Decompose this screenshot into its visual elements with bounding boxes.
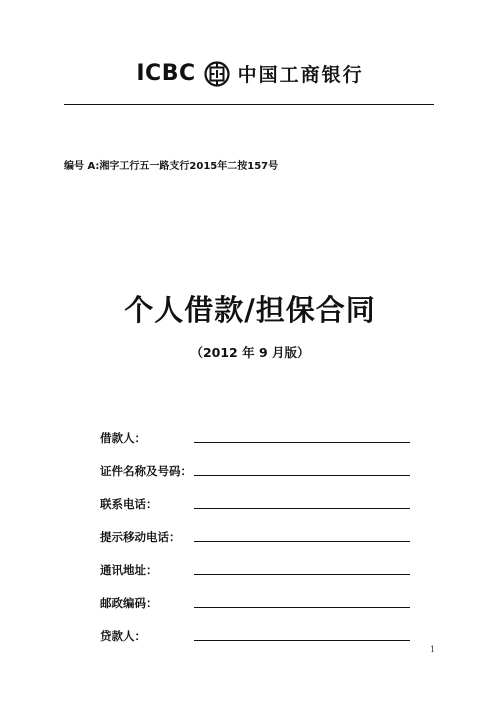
field-label: 邮政编码：	[100, 596, 158, 610]
field-row-mobile	[100, 511, 410, 544]
page-number: 1	[430, 645, 436, 654]
field-row-lender	[100, 610, 410, 643]
field-row-id-document	[100, 445, 410, 478]
blank-line	[194, 442, 410, 443]
blank-line	[194, 508, 410, 509]
header-divider	[64, 104, 434, 105]
document-title: 个人借款/担保合同	[124, 293, 376, 327]
bank-header	[0, 60, 500, 87]
blank-line	[194, 607, 410, 608]
field-label: 联系电话：	[100, 497, 158, 511]
blank-line	[194, 640, 410, 641]
field-label: 证件名称及号码：	[100, 464, 192, 478]
blank-line	[194, 574, 410, 575]
field-label: 借款人：	[100, 431, 146, 445]
field-row-borrower	[100, 412, 410, 445]
party-info-form	[100, 412, 410, 643]
field-label: 提示移动电话：	[100, 530, 181, 544]
blank-line	[194, 541, 410, 542]
field-row-phone	[100, 478, 410, 511]
bank-name: 中国工商银行	[237, 64, 364, 86]
icbc-logo-icon	[204, 61, 230, 87]
field-label: 贷款人：	[100, 629, 146, 643]
contract-number: 编号 A:湘字工行五一路支行2015年二按157号	[64, 161, 279, 172]
logo-text: ICBC	[136, 61, 196, 86]
blank-line	[194, 475, 410, 476]
document-version: （2012 年 9 月版）	[190, 345, 310, 360]
field-row-postcode	[100, 577, 410, 610]
field-label: 通讯地址：	[100, 563, 158, 577]
field-row-address	[100, 544, 410, 577]
